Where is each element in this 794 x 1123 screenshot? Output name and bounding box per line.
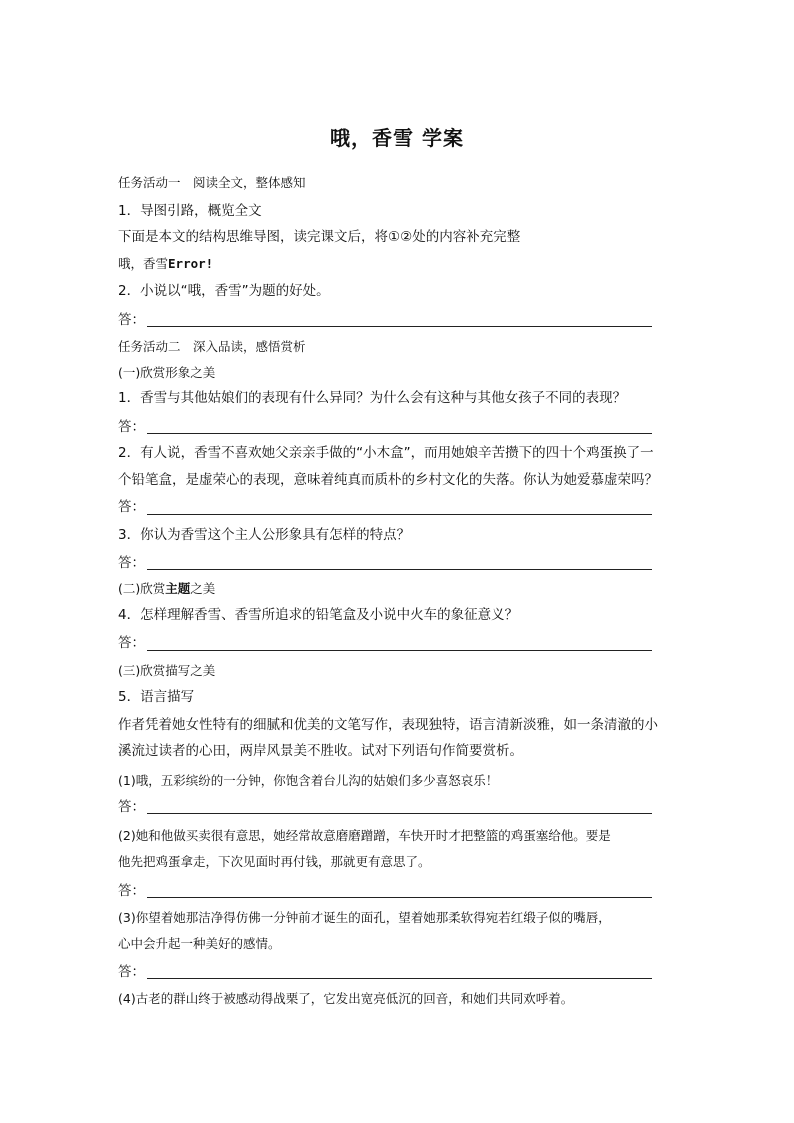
task2-q5-desc-line1: 作者凭着她女性特有的细腻和优美的文笔写作，表现独特，语言清新淡雅，如一条清澈的小 <box>118 717 658 733</box>
section-heading-emphasis: 主题 <box>165 581 191 596</box>
task2-q5-title: 5．语言描写 <box>118 689 195 705</box>
task2-heading: 任务活动二 深入品读，感悟赏析 <box>118 339 306 354</box>
sentence-2-line2: 他先把鸡蛋拿走，下次见面时再付钱，那就更有意思了。 <box>118 854 431 869</box>
mindmap-line <box>118 255 213 273</box>
answer-label: 答： <box>118 964 145 980</box>
section-heading-part: (二)欣赏 <box>118 581 166 596</box>
task1-q1-title: 1．导图引路，概览全文 <box>118 203 262 219</box>
section-heading-part: 之美 <box>190 581 216 596</box>
sentence-1: (1)哦，五彩缤纷的一分钟，你饱含着台儿沟的姑娘们多少喜怒哀乐！ <box>118 773 499 788</box>
task2-q1: 1．香雪与其他姑娘们的表现有什么异同？为什么会有这种与其他女孩子不同的表现？ <box>118 390 627 406</box>
answer-label: 答： <box>118 312 145 328</box>
sentence-3-line2: 心中会升起一种美好的感情。 <box>118 936 281 951</box>
answer-line[interactable] <box>147 433 652 434</box>
task2-q2-line2: 个铅笔盒，是虚荣心的表现，意味着纯真而质朴的乡村文化的失落。你认为她爱慕虚荣吗？ <box>118 472 658 488</box>
answer-line[interactable] <box>147 326 652 327</box>
answer-line[interactable] <box>147 569 652 570</box>
answer-label: 答： <box>118 635 145 651</box>
sentence-4: (4)古老的群山终于被感动得战栗了，它发出宽亮低沉的回音，和她们共同欢呼着。 <box>118 991 574 1006</box>
task1-heading: 任务活动一 阅读全文，整体感知 <box>118 175 306 190</box>
answer-line[interactable] <box>147 978 652 979</box>
task2-q4: 4．怎样理解香雪、香雪所追求的铅笔盒及小说中火车的象征意义？ <box>118 607 519 623</box>
task2-q2-line1: 2．有人说，香雪不喜欢她父亲亲手做的“小木盒”，而用她娘辛苦攒下的四十个鸡蛋换了一 <box>118 445 654 461</box>
answer-label: 答： <box>118 499 145 515</box>
answer-line[interactable] <box>147 813 652 814</box>
sentence-3-line1: (3)你望着她那洁净得仿佛一分钟前才诞生的面孔，望着她那柔软得宛若红缎子似的嘴唇， <box>118 910 611 925</box>
section-heading <box>118 580 215 598</box>
mindmap-prefix: 哦，香雪 <box>118 256 169 271</box>
answer-label: 答： <box>118 555 145 571</box>
sentence-2-line1: (2)她和他做买卖很有意思，她经常故意磨磨蹭蹭，车快开时才把整篮的鸡蛋塞给他。要是 <box>118 828 611 843</box>
answer-line[interactable] <box>147 650 652 651</box>
answer-label: 答： <box>118 419 145 435</box>
page-title: 哦，香雪 学案 <box>330 126 464 150</box>
section-heading: (一)欣赏形象之美 <box>118 365 216 380</box>
task2-q5-desc-line2: 溪流过读者的心田，两岸风景美不胜收。试对下列语句作简要赏析。 <box>118 743 523 759</box>
answer-label: 答： <box>118 799 145 815</box>
answer-line[interactable] <box>147 514 652 515</box>
task1-q2: 2．小说以“哦，香雪”为题的好处。 <box>118 283 330 299</box>
mindmap-error: Error! <box>168 256 214 271</box>
answer-label: 答： <box>118 883 145 899</box>
answer-line[interactable] <box>147 897 652 898</box>
task1-q1-description: 下面是本文的结构思维导图，读完课文后，将①②处的内容补充完整 <box>118 229 521 245</box>
section-heading: (三)欣赏描写之美 <box>118 663 216 678</box>
task2-q3: 3．你认为香雪这个主人公形象具有怎样的特点？ <box>118 527 411 543</box>
